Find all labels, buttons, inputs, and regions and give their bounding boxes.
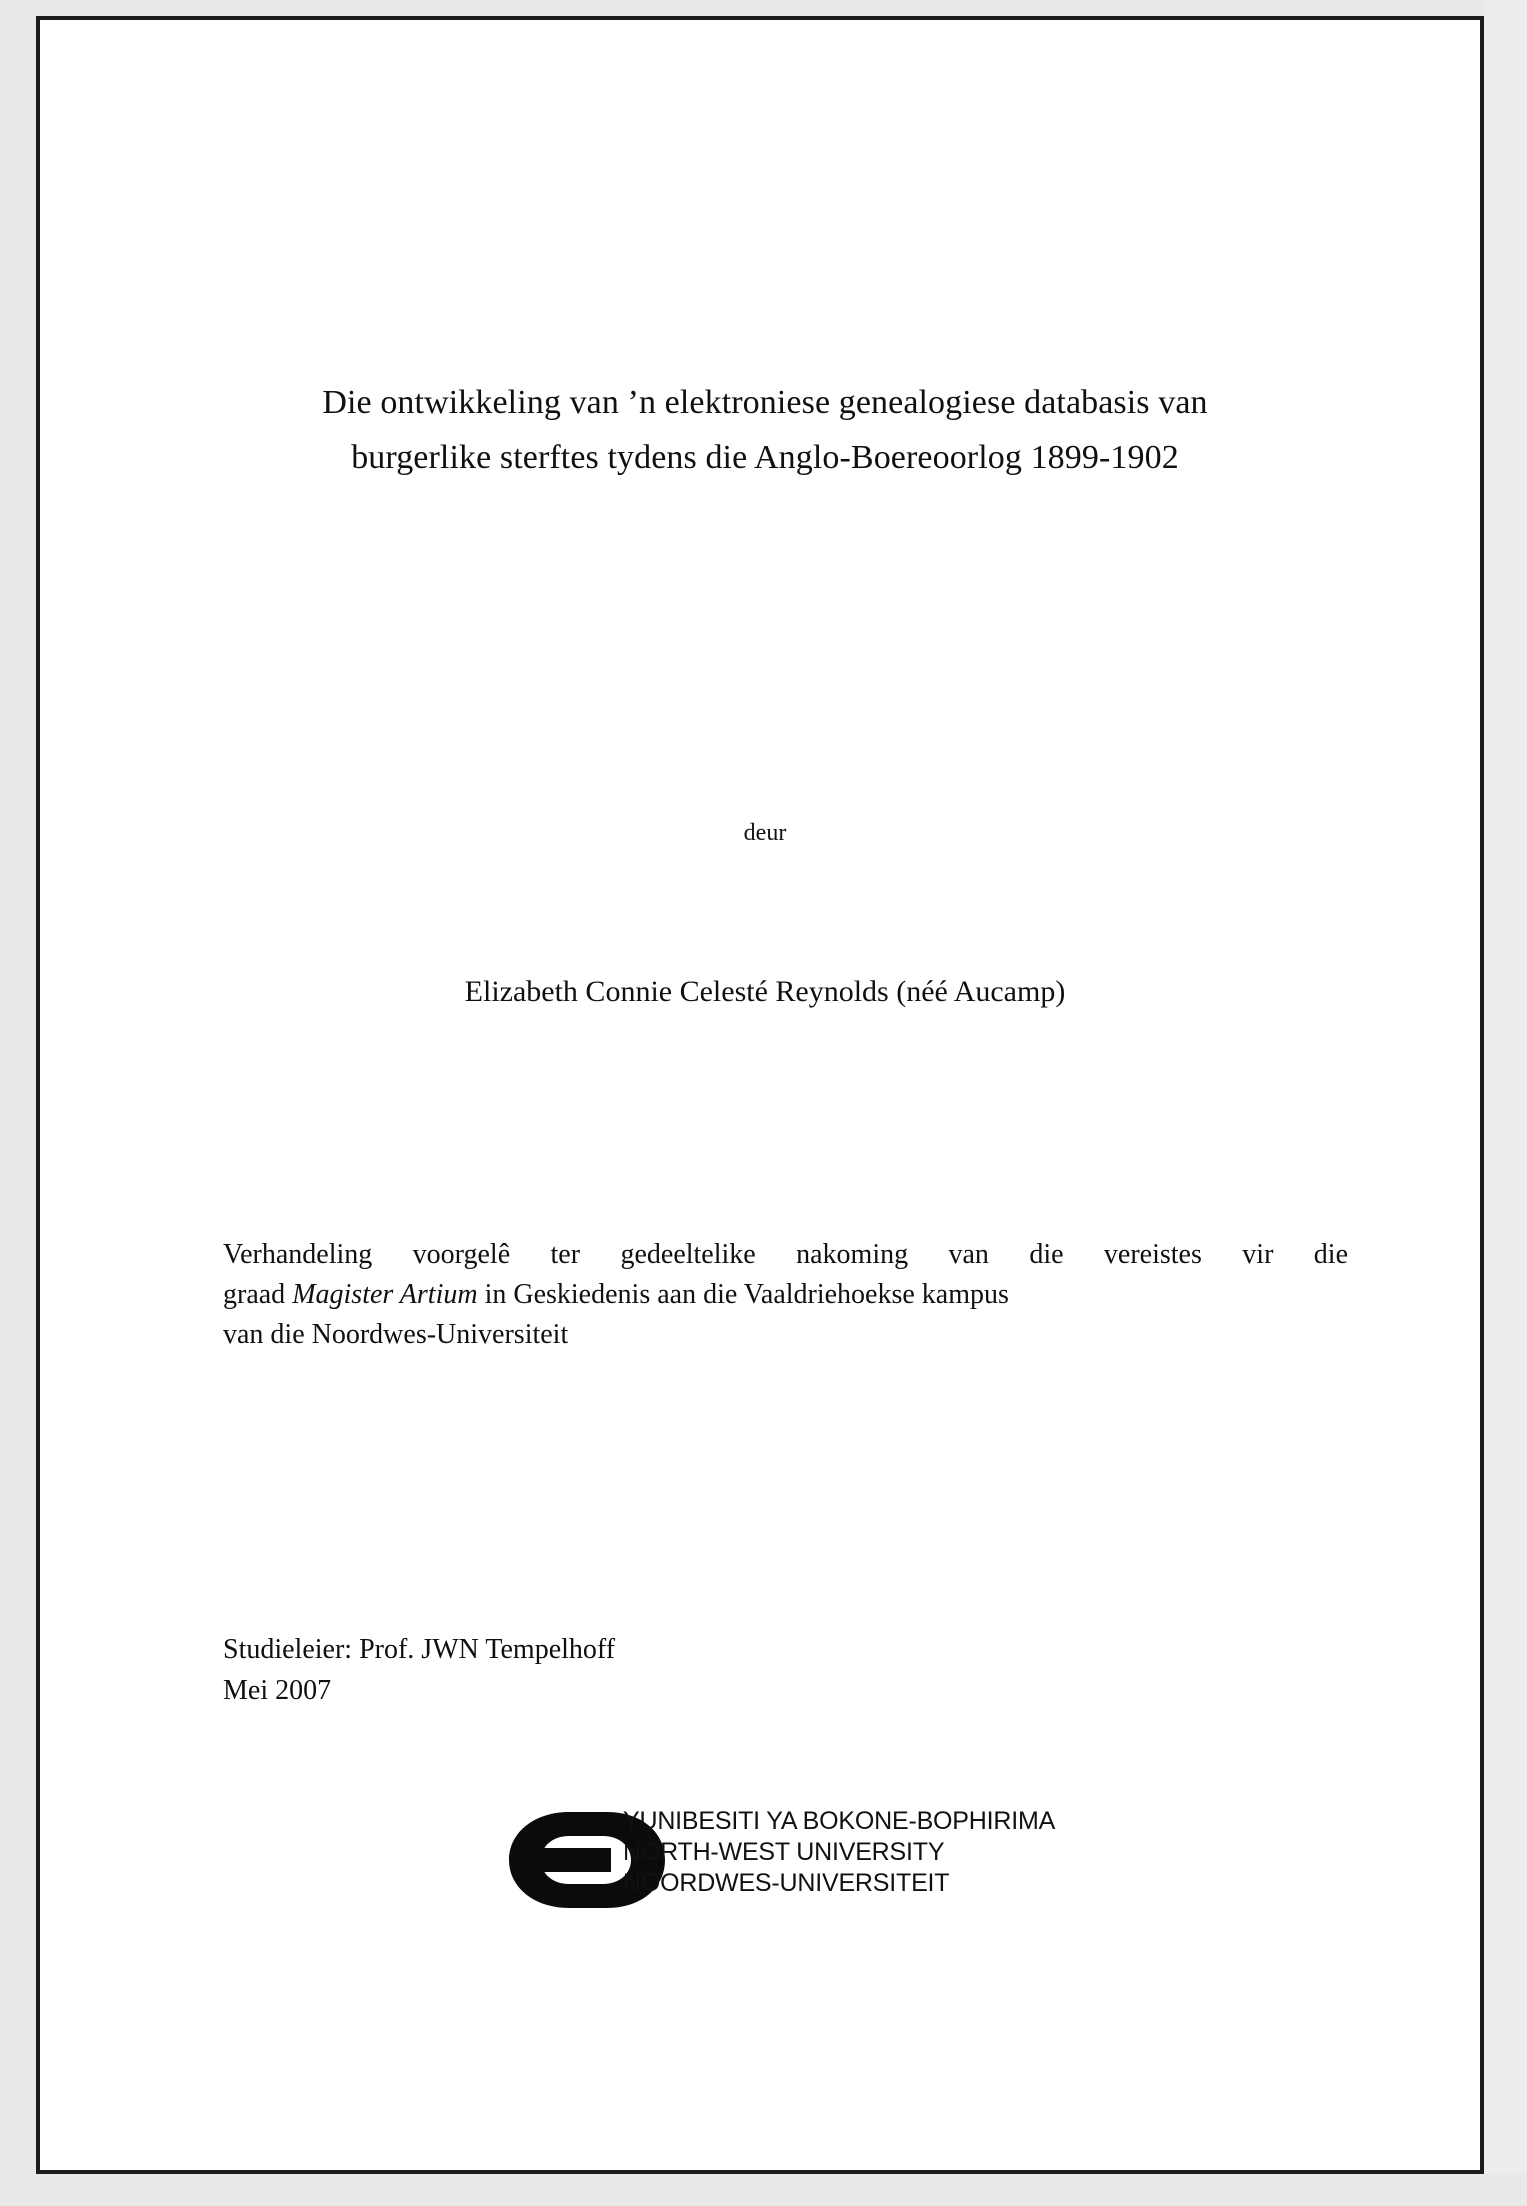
- title-line-2: burgerlike sterftes tydens die Anglo-Boereoorlog 1899-1902: [351, 439, 1179, 477]
- supervisor-line: Studieleier: Prof. JWN Tempelhoff: [223, 1634, 616, 1665]
- university-logo-text: [623, 1806, 1055, 1899]
- page-title: [190, 375, 1340, 485]
- degree-name: Magister Artium: [292, 1278, 478, 1310]
- declaration-line-2-suffix: in Geskiedenis aan die Vaaldriehoekse kampus: [477, 1278, 1009, 1310]
- scan-edge-right: [1484, 0, 1527, 2206]
- university-logo: [495, 1798, 1115, 1923]
- degree-declaration: [223, 1235, 1348, 1354]
- logo-text-line-2: NORTH-WEST UNIVERSITY: [623, 1838, 945, 1866]
- scan-edge-top: [0, 0, 1527, 16]
- logo-text-line-1: YUNIBESITI YA BOKONE-BOPHIRIMA: [623, 1807, 1056, 1835]
- logo-text-line-3: NOORDWES-UNIVERSITEIT: [623, 1869, 950, 1897]
- declaration-line-3: van die Noordwes-Universiteit: [223, 1318, 569, 1350]
- scan-edge-bottom: [0, 2174, 1527, 2206]
- author-name: Elizabeth Connie Celesté Reynolds (néé Aucamp): [464, 975, 1066, 1008]
- document-border-frame: [36, 16, 1484, 2174]
- declaration-line-1: Verhandeling voorgelê ter gedeeltelike nakoming van die vereistes vir die: [223, 1239, 1348, 1270]
- supervisor-block: [223, 1630, 1123, 1711]
- title-line-1: Die ontwikkeling van ’n elektroniese genealogiese databasis van: [322, 384, 1208, 421]
- scan-edge-left: [0, 0, 36, 2206]
- by-label: deur: [743, 820, 787, 846]
- date-line: Mei 2007: [223, 1674, 332, 1706]
- declaration-line-2: [223, 1275, 1348, 1315]
- title-page: [40, 20, 1480, 2170]
- declaration-line-2-prefix: graad: [223, 1278, 293, 1310]
